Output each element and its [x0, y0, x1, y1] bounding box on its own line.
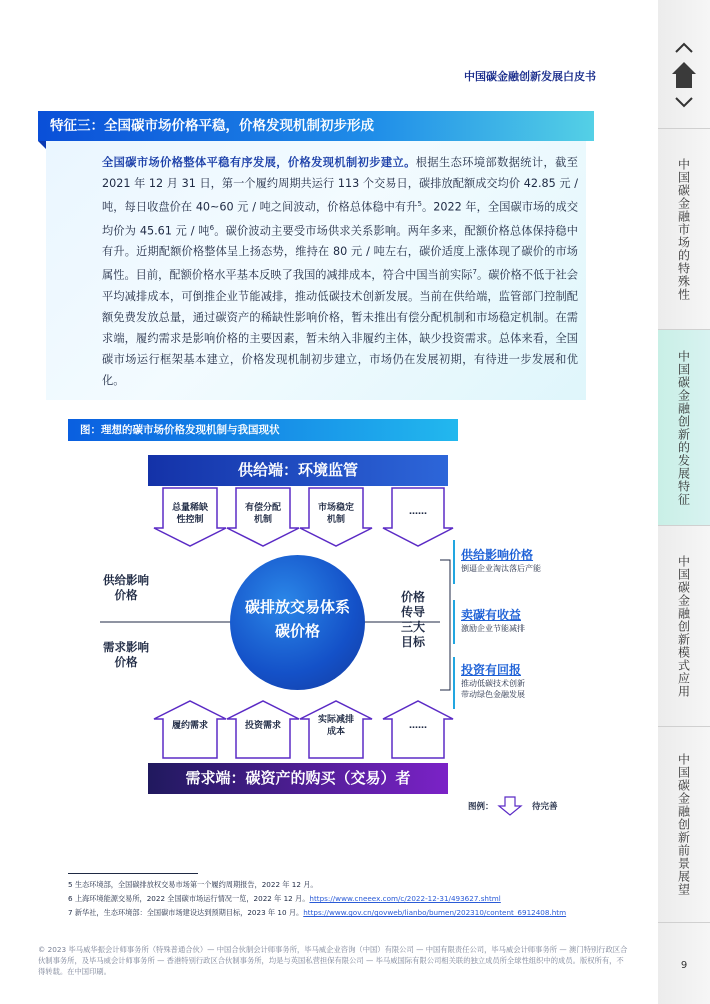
tab-future-outlook[interactable]: 中国碳金融创新前景展望	[676, 753, 691, 896]
sidebar-nav-icons	[658, 0, 710, 130]
body-p2: 。2022 年，全国碳市场的成交均价为 45.61 元 / 吨	[102, 200, 579, 238]
footnote-ref-6[interactable]: 6	[209, 223, 215, 232]
legend-label: 图例：	[468, 802, 494, 812]
footnote-6: 6 上海环境能源交易所，2022 全国碳市场运行情况一览，2022 年 12 月。https://www.cneeex.com/c/2022-12-31/493627.shtml	[68, 894, 501, 903]
supply-bar: 供给端：环境监管	[148, 455, 448, 486]
demand-arrow-label-3: 实际减排 成本	[317, 715, 354, 737]
demand-bar: 需求端：碳资产的购买（交易）者	[148, 763, 448, 794]
supply-arrow-label-4: ……	[409, 507, 427, 517]
right-transmission-label: 价格 传导 三大 目标	[400, 590, 425, 649]
demand-arrow-label-2: 投资需求	[244, 721, 281, 731]
chevron-up-icon[interactable]	[676, 44, 692, 52]
right-bracket	[440, 560, 450, 690]
supply-arrow-label-2: 有偿分配 机制	[244, 503, 281, 525]
demand-arrow-label-4: ……	[409, 721, 427, 731]
home-icon[interactable]	[672, 62, 696, 88]
effect-box-3	[453, 657, 567, 709]
left-demand-label: 需求影响 价格	[103, 640, 149, 669]
supply-arrow-label-1: 总量稀缺 性控制	[171, 503, 208, 525]
footnote-7-link[interactable]: https://www.gov.cn/govweb/lianbo/bumen/202310/content_6912408.htm	[303, 908, 567, 917]
effect-box-1	[453, 540, 567, 584]
footnote-ref-5[interactable]: 5	[417, 200, 422, 208]
page-number: 9	[680, 960, 688, 971]
section-title: 特征三：全国碳市场价格平稳，价格发现机制初步形成	[38, 111, 594, 141]
left-supply-label: 供给影响 价格	[103, 573, 149, 602]
header-title: 中国碳金融创新发展白皮书	[464, 70, 596, 83]
body-p1: 根据生态环境部数据统计，截至 2021 年 12 月 31 日，第一个履约周期共运行 113 个交易日，碳排放配额成交均价 42.85 元 / 吨，每日收盘价在 40~60 元 / 吨之间波动，价格总体稳中有升	[102, 156, 578, 214]
legend-text: 待完善	[532, 802, 558, 812]
body-p3: 。碳价波动主要受市场供求关系影响。两年多来，配额价格总体保持稳中有升。近期配额价格整体呈上扬态势，维持在 80 元 / 吨左右，碳价适度上涨体现了碳价的市场属性。目前，配额价格水平基本反映了我国的减排成本，符合中国当前实际	[102, 224, 578, 283]
tab-innovation-models[interactable]: 中国碳金融创新模式应用	[676, 554, 691, 698]
tab-special-features[interactable]: 中国碳金融市场的特殊性	[676, 157, 691, 301]
circle-label-2: 碳价格	[274, 622, 320, 640]
body-p4: 。碳价格不低于社会平均减排成本，可倒推企业节能减排，推动低碳技术创新发展。当前在供给端，监管部门控制配额免费发放总量，通过碳资产的稀缺性影响价格，暂未推出有偿分配机制和市场稳定机制。在需求端，履约需求是影响价格的主要因素，暂未纳入非履约主体，缺少投资需求。总体来看，全国碳市场运行框架基本建立，价格发现机制初步建立，市场仍在发展初期，有待进一步发展和优化。	[102, 269, 578, 388]
effect-title-3: 投资有回报	[461, 663, 522, 677]
effect-title-2: 卖碳有收益	[461, 608, 522, 622]
circle-label-1: 碳排放交易体系	[244, 598, 350, 616]
footnote-divider	[68, 873, 198, 874]
footnote-7: 7 新华社，生态环境部：全国碳市场建设达到预期目标，2023 年 10 月。https://www.gov.cn/govweb/lianbo/bumen/202310/content_6912408.htm	[68, 908, 567, 917]
supply-arrow-label-3: 市场稳定 机制	[317, 503, 354, 525]
figure-title: 图：理想的碳市场价格发现机制与我国现状	[68, 419, 458, 441]
body-lead: 全国碳市场价格整体平稳有序发展，价格发现机制初步建立。	[102, 156, 416, 169]
legend-arrow-icon	[499, 797, 521, 815]
footnote-ref-7[interactable]: 7	[472, 268, 477, 277]
effect-title-1: 供给影响价格	[461, 548, 534, 562]
effect-sub-3a: 推动低碳技术创新	[461, 679, 525, 688]
effect-sub-2: 激励企业节能减排	[461, 624, 525, 633]
effect-sub-3b: 带动绿色金融发展	[461, 690, 525, 699]
chevron-down-icon[interactable]	[676, 98, 692, 106]
effect-box-2	[453, 600, 567, 644]
demand-arrow-label-1: 履约需求	[171, 721, 208, 731]
effect-sub-1: 倒逼企业淘汰落后产能	[461, 564, 541, 573]
footnote-5: 5 生态环境部，全国碳排放权交易市场第一个履约周期报告，2022 年 12 月。	[68, 880, 318, 889]
tab-development-features[interactable]: 中国碳金融创新的发展特征	[658, 330, 710, 525]
copyright-text: © 2023 毕马威华振会计师事务所（特殊普通合伙）— 中国合伙制会计师事务所，毕马威企业咨询（中国）有限公司 — 中国有限责任公司，毕马威会计师事务所 — 澳门特别行政区合伙制事务所，及毕马威会计师事务所 — 香港特别行政区合伙制事务所，均是与英国私营担保有限公司 — 毕马威国际有限公司相关联的独立成员所全球性组织中的成员。版权所有，不得转载。在中国印刷。	[38, 945, 628, 976]
footnote-6-link[interactable]: https://www.cneeex.com/c/2022-12-31/493627.shtml	[309, 894, 501, 903]
